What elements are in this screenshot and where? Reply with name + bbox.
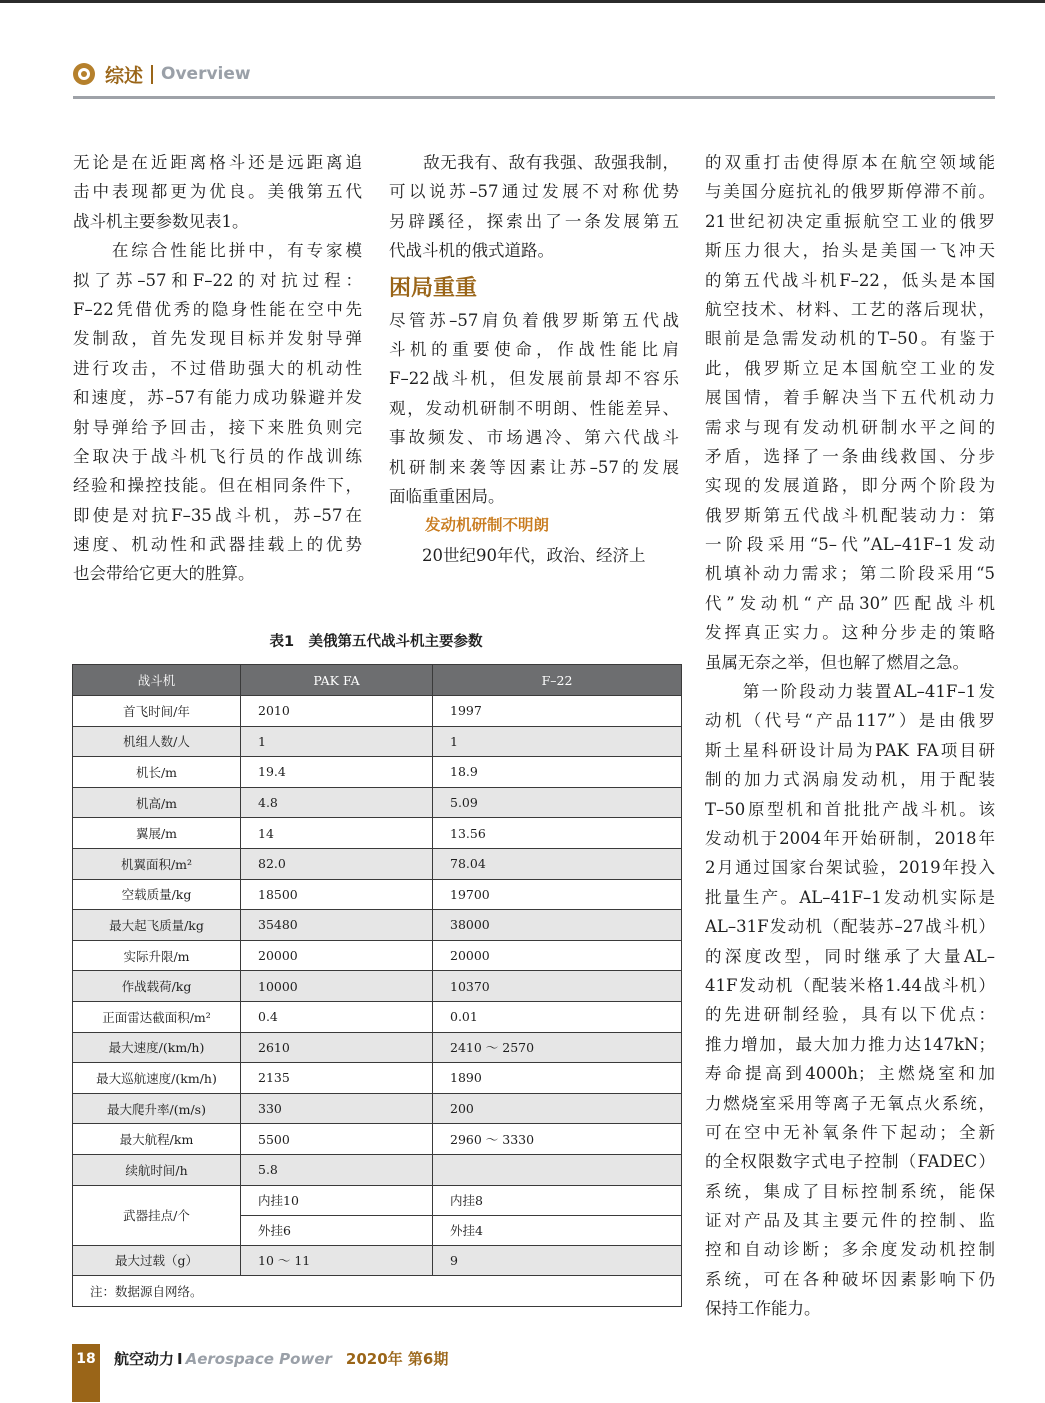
table-row [73, 940, 682, 971]
table-cell: 9 [433, 1245, 682, 1276]
table-cell: 82.0 [241, 848, 433, 879]
table-cell: 最大速度/(km/h) [73, 1032, 241, 1063]
journal-separator: I [177, 1350, 183, 1368]
table-cell: 武器挂点/个 [73, 1185, 241, 1245]
table-cell: 2410 ～ 2570 [433, 1032, 682, 1063]
table-cell: 19.4 [241, 757, 433, 788]
table-cell: 作战载荷/kg [73, 971, 241, 1002]
section-title: 困局重重 [389, 275, 478, 301]
table-cell: 最大爬升率/(m/s) [73, 1093, 241, 1124]
issue-label: 2020年 第6期 [345, 1350, 449, 1368]
text-line: AL–31F发动机（配装苏–27战斗机） [705, 917, 995, 937]
text-line: 代战斗机的俄式道路。 [389, 241, 554, 261]
text-line: 动机（代号“产品117”）是由俄罗 [705, 711, 995, 731]
text-line: 航空技术、材料、工艺的落后现状， [705, 299, 995, 319]
table-row [73, 971, 682, 1002]
table-cell: 14 [241, 818, 433, 849]
text-line: 进行攻击，不过借助强大的机动性 [73, 358, 362, 378]
column-2-tail [389, 541, 679, 570]
text-line: 无论是在近距离格斗还是远距离追 [73, 153, 362, 172]
table-cell: 最大航程/km [73, 1124, 241, 1155]
text-line: 制的加力式涡扇发动机，用于配装 [705, 770, 995, 790]
header-cell: PAK FA [241, 665, 433, 696]
text-line: 速度、机动性和武器挂载上的优势 [73, 535, 362, 555]
text-line: 第一阶段动力装置AL–41F–1发 [705, 682, 995, 702]
table-row [73, 1185, 682, 1215]
text-line: 斯压力很大，抬头是美国一飞冲天 [705, 241, 995, 261]
table-header-row [73, 665, 682, 696]
text-line: 实现的发展道路，即分两个阶段为 [705, 476, 995, 496]
table-caption: 表1 美俄第五代战斗机主要参数 [269, 634, 483, 650]
section-divider [151, 65, 153, 84]
table-cell: 外挂6 [241, 1215, 433, 1245]
text-line: 力燃烧室采用等离子无氧点火系统， [705, 1093, 995, 1113]
text-line: 批量生产。AL–41F–1发动机实际是 [705, 887, 995, 907]
table-cell: 5.09 [433, 787, 682, 818]
text-line: 发挥真正实力。这种分步走的策略 [705, 623, 995, 643]
text-line: 和速度，苏–57有能力成功躲避并发 [73, 388, 362, 408]
text-line: 击中表现都更为优良。美俄第五代 [73, 182, 362, 202]
text-line: 俄罗斯第五代战斗机配装动力：第 [705, 505, 995, 525]
table-cell: 10000 [241, 971, 433, 1002]
text-line: F–22战斗机，但发展前景却不容乐 [389, 369, 679, 389]
table-cell: 5.8 [241, 1154, 433, 1185]
text-line: 系统，集成了目标控制系统，能保 [705, 1181, 995, 1201]
table-cell: 330 [241, 1093, 433, 1124]
text-line: 即使是对抗F–35战斗机，苏–57在 [73, 505, 362, 525]
journal-logo-icon [73, 63, 95, 85]
table-cell: 10 ～ 11 [241, 1245, 433, 1276]
text-line: 尽管苏–57肩负着俄罗斯第五代战 [389, 310, 679, 330]
text-line: 寿命提高到4000h；主燃烧室和加 [705, 1064, 995, 1084]
table-cell: 正面雷达截面积/m² [73, 1001, 241, 1032]
table-cell: 0.01 [433, 1001, 682, 1032]
table-cell: 18500 [241, 879, 433, 910]
table-cell: 最大起飞质量/kg [73, 910, 241, 941]
table-cell: 1997 [433, 696, 682, 727]
table-cell: 实际升限/m [73, 940, 241, 971]
table-row [73, 1001, 682, 1032]
table-cell: 机组人数/人 [73, 726, 241, 757]
table-cell: 机高/m [73, 787, 241, 818]
table-cell: 最大巡航速度/(km/h) [73, 1063, 241, 1094]
table-cell: 35480 [241, 910, 433, 941]
text-line: 21世纪初决定重振航空工业的俄罗 [705, 211, 995, 231]
text-line: 与美国分庭抗礼的俄罗斯停滞不前。 [705, 182, 995, 202]
text-line: 眼前是急需发动机的T–50。有鉴于 [705, 329, 995, 349]
text-line: 射导弹给予回击，接下来胜负则完 [73, 417, 362, 437]
table-cell: 续航时间/h [73, 1154, 241, 1185]
table-cell: 13.56 [433, 818, 682, 849]
table-row [73, 1245, 682, 1276]
table-row [73, 910, 682, 941]
column-2-intro [389, 148, 679, 266]
text-line: 发制敌，首先发现目标并发射导弹 [73, 329, 362, 349]
text-line: 的深度改型，同时继承了大量AL– [705, 946, 995, 966]
table-row [73, 1032, 682, 1063]
text-line: F–22凭借优秀的隐身性能在空中先 [73, 299, 362, 319]
text-line: 虽属无奈之举，但也解了燃眉之急。 [705, 652, 969, 672]
header-cell: 战斗机 [73, 665, 241, 696]
table-row [73, 726, 682, 757]
text-line: 20世纪90年代，政治、经济上 [389, 545, 646, 565]
table-cell: 空载质量/kg [73, 879, 241, 910]
text-line: 也会带给它更大的胜算。 [73, 564, 255, 584]
subsection-title: 发动机研制不明朗 [425, 516, 550, 535]
table-cell: 2010 [241, 696, 433, 727]
text-line: 的全权限数字式电子控制（FADEC） [705, 1152, 995, 1172]
table-row [73, 848, 682, 879]
table-cell: 机长/m [73, 757, 241, 788]
text-line: 机研制来袭等因素让苏–57的发展 [389, 457, 679, 477]
section-header [73, 60, 251, 88]
table-cell: 2610 [241, 1032, 433, 1063]
table-cell: 2135 [241, 1063, 433, 1094]
text-line: 需求与现有发动机研制水平之间的 [705, 417, 995, 437]
page-number: 18 [72, 1344, 100, 1402]
text-line: 一阶段采用“5–代”AL–41F–1发动 [705, 535, 995, 555]
column-1 [73, 148, 362, 589]
text-line: 在综合性能比拼中，有专家模 [73, 241, 362, 261]
column-2-body [389, 306, 679, 512]
text-line: 推力增加，最大加力推力达147kN； [705, 1034, 995, 1054]
text-line: 展国情，着手解决当下五代机动力 [705, 388, 995, 408]
text-line: T–50原型机和首批批产战斗机。该 [705, 799, 995, 819]
text-line: 机填补动力需求；第二阶段采用“5 [705, 564, 995, 584]
table-row [73, 1154, 682, 1185]
table-cell: 19700 [433, 879, 682, 910]
text-line: 2月通过国家台架试验，2019年投入 [705, 858, 995, 878]
table-cell: 1 [241, 726, 433, 757]
table-row [73, 1093, 682, 1124]
table-cell: 翼展/m [73, 818, 241, 849]
table-cell [433, 1154, 682, 1185]
table-cell: 内挂10 [241, 1185, 433, 1215]
table-cell: 20000 [433, 940, 682, 971]
text-line: 的第五代战斗机F–22，低头是本国 [705, 270, 995, 290]
table-cell: 10370 [433, 971, 682, 1002]
text-line: 可以说苏–57通过发展不对称优势 [389, 182, 679, 202]
text-line: 事故频发、市场遇冷、第六代战斗 [389, 428, 679, 448]
column-2 [389, 148, 679, 570]
text-line: 斗机的重要使命，作战性能比肩 [389, 339, 679, 359]
table-cell: 首飞时间/年 [73, 696, 241, 727]
text-line: 敌无我有、敌有我强、敌强我制， [389, 153, 679, 172]
table-cell: 外挂4 [433, 1215, 682, 1245]
top-rule [0, 0, 1045, 3]
text-line: 经验和操控技能。但在相同条件下， [73, 476, 362, 496]
text-line: 的双重打击使得原本在航空领域能 [705, 153, 995, 172]
spec-table [72, 664, 682, 1307]
table-cell: 20000 [241, 940, 433, 971]
table-row [73, 1063, 682, 1094]
table-row [73, 787, 682, 818]
table-row [73, 879, 682, 910]
header-rule [73, 96, 995, 99]
table-row [73, 696, 682, 727]
table-row [73, 818, 682, 849]
text-line: 系统，可在各种破坏因素影响下仍 [705, 1269, 995, 1289]
table-note-row [73, 1276, 682, 1307]
table-cell: 78.04 [433, 848, 682, 879]
table-cell: 200 [433, 1093, 682, 1124]
text-line: 发动机于2004年开始研制，2018年 [705, 828, 995, 848]
text-line: 矛盾，选择了一条曲线救国、分步 [705, 446, 995, 466]
text-line: 此，俄罗斯立足本国航空工业的发 [705, 358, 995, 378]
table-row [73, 1124, 682, 1155]
table-cell: 5500 [241, 1124, 433, 1155]
journal-name-cn: 航空动力 [114, 1350, 175, 1368]
table-cell: 4.8 [241, 787, 433, 818]
text-line: 的先进研制经验，具有以下优点： [705, 1005, 995, 1025]
text-line: 斯土星科研设计局为PAK FA项目研 [705, 740, 995, 760]
table-cell: 38000 [433, 910, 682, 941]
text-line: 证对产品及其主要元件的控制、监 [705, 1211, 995, 1231]
text-line: 面临重重困局。 [389, 486, 505, 506]
table-cell: 最大过载（g） [73, 1245, 241, 1276]
table-cell: 0.4 [241, 1001, 433, 1032]
text-line: 代”发动机“产品30”匹配战斗机 [705, 593, 995, 613]
text-line: 41F发动机（配装米格1.44战斗机） [705, 975, 995, 995]
section-label-cn: 综述 [105, 64, 144, 87]
journal-name-en: Aerospace Power [185, 1350, 332, 1368]
table-cell: 1 [433, 726, 682, 757]
table-cell: 2960 ～ 3330 [433, 1124, 682, 1155]
text-line: 保持工作能力。 [705, 1299, 821, 1319]
column-3 [705, 148, 995, 1324]
text-line: 拟了苏–57和F–22的对抗过程： [73, 270, 362, 290]
text-line: 可在空中无补氧条件下起动；全新 [705, 1122, 995, 1142]
text-line: 另辟蹊径，探索出了一条发展第五 [389, 211, 679, 231]
text-line: 控和自动诊断；多余度发动机控制 [705, 1240, 995, 1260]
text-line: 全取决于战斗机飞行员的作战训练 [73, 446, 362, 466]
table-row [73, 757, 682, 788]
table-cell: 内挂8 [433, 1185, 682, 1215]
table-cell: 注：数据源自网络。 [73, 1276, 682, 1307]
table-cell: 机翼面积/m² [73, 848, 241, 879]
section-label-en: Overview [161, 64, 251, 84]
text-line: 观，发动机研制不明朗、性能差异、 [389, 398, 679, 418]
text-line: 战斗机主要参数见表1。 [73, 211, 249, 231]
journal-info [114, 1348, 448, 1369]
table-cell: 18.9 [433, 757, 682, 788]
header-cell: F–22 [433, 665, 682, 696]
table-cell: 1890 [433, 1063, 682, 1094]
